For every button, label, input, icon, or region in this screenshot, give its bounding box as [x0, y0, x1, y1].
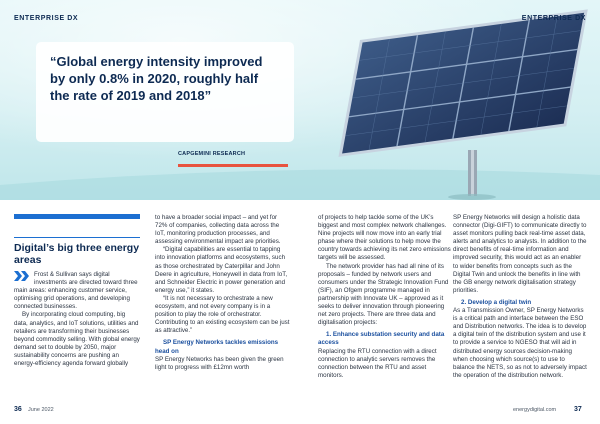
website: energydigital.com	[513, 407, 557, 413]
subheading: 1. Enhance substation security and data access	[318, 331, 445, 347]
body-paragraph: The network provider has had all nine of its proposals – funded by network users and consumers under the Strategic Innovation Fund (SIF), an Ofgem programme managed in partnership with Innovate UK – approved as it seeks to deliver innovation through pioneering net zero projects. There are three data and digitalisation projects:	[318, 262, 449, 327]
body-paragraph: of projects to help tackle some of the UK’s biggest and most complex network challenges. Nine projects will now move into an early trial phase where their solutions to help move the country towards achieving its net zero emissions targets will be assessed.	[318, 214, 451, 262]
article-column-4	[453, 214, 588, 380]
sidebar-paragraph: Frost & Sullivan says digital investments are directed toward three main areas: enhancing customer service, optimising grid operations, and developing connected businesses.	[14, 271, 138, 311]
body-paragraph: SP Energy Networks has been given the green light to progress with £12mn worth	[155, 355, 284, 371]
hero-banner	[0, 0, 600, 200]
sidebar-title: Digital’s big three energy areas	[14, 242, 140, 266]
pull-quote-card	[36, 42, 294, 142]
body-paragraph: “It is not necessary to orchestrate a new ecosystem, and not every company is in a position to play the role of orchestrator. Contributing to an existing ecosystem can be just as attractive.”	[155, 294, 290, 335]
article-column-2	[155, 214, 290, 372]
quote-credit: CAPGEMINI RESEARCH	[178, 151, 246, 157]
sidebar-box	[14, 214, 140, 368]
sidebar-rule	[14, 237, 140, 238]
double-chevron-icon	[14, 271, 30, 281]
page-number-left: 36	[14, 406, 22, 413]
body-paragraph: SP Energy Networks will design a holistic data connector (Digi-GIFT) to communicate directly to asset monitors pulling back real-time asset data, alerts and analytics to analysts. In addition to the direct benefits of real-time information and improved security, this would act as an enabler to wider benefits from concepts such as the Digital Twin and unlock the benefits in line with the GB energy network digitalisation strategy priorities.	[453, 214, 587, 294]
sidebar-body	[14, 271, 140, 368]
pull-quote: “Global energy intensity improved by only 0.8% in 2020, roughly half the rate of 2019 and 2018”	[50, 54, 263, 103]
subheading: SP Energy Networks tackles emissions head on	[155, 339, 279, 355]
body-paragraph: Replacing the RTU connection with a direct connection to analytic servers removes the connection between the RTU and asset monitors.	[318, 347, 437, 379]
sidebar-paragraph: By incorporating cloud computing, big data, analytics, and IoT solutions, utilities and retailers are transforming their businesses beyond commodity selling. With global energy demand set to double by 2050, major sustainability concerns are pushing an energy-efficiency agenda forward globally	[14, 311, 140, 368]
issue-date: June 2022	[28, 407, 54, 413]
body-paragraph: As a Transmission Owner, SP Energy Networks is a critical path and interface between the ESO and Distribution networks. The idea is to develop a digital twin of the distribution system and use it to provide a service to NGESO that will aid in distributed energy sources decision-making when choosing which source(s) to use to balance the NETS, so as not to adversely impact the operation of the distribution network.	[453, 307, 587, 379]
article-column-3	[318, 214, 453, 380]
body-paragraph: to have a broader social impact – and yet for 72% of companies, collecting data across the IoT, monitoring production processes, and assessing environmental impact are priorities.	[155, 214, 281, 246]
body-paragraph: “Digital capabilities are essential to tapping into innovation platforms and ecosystems, such as those orchestrated by Caterpillar and John Deere in agriculture, Honeywell in data from IoT, and Schneider Electric in power generation and energy use,” it states.	[155, 246, 288, 294]
page-number-right: 37	[574, 406, 582, 413]
subheading: 2. Develop a digital twin	[461, 298, 532, 306]
section-label-left: ENTERPRISE DX	[14, 15, 79, 22]
credit-accent-bar	[178, 164, 288, 167]
section-label-right: ENTERPRISE DX	[521, 15, 586, 22]
